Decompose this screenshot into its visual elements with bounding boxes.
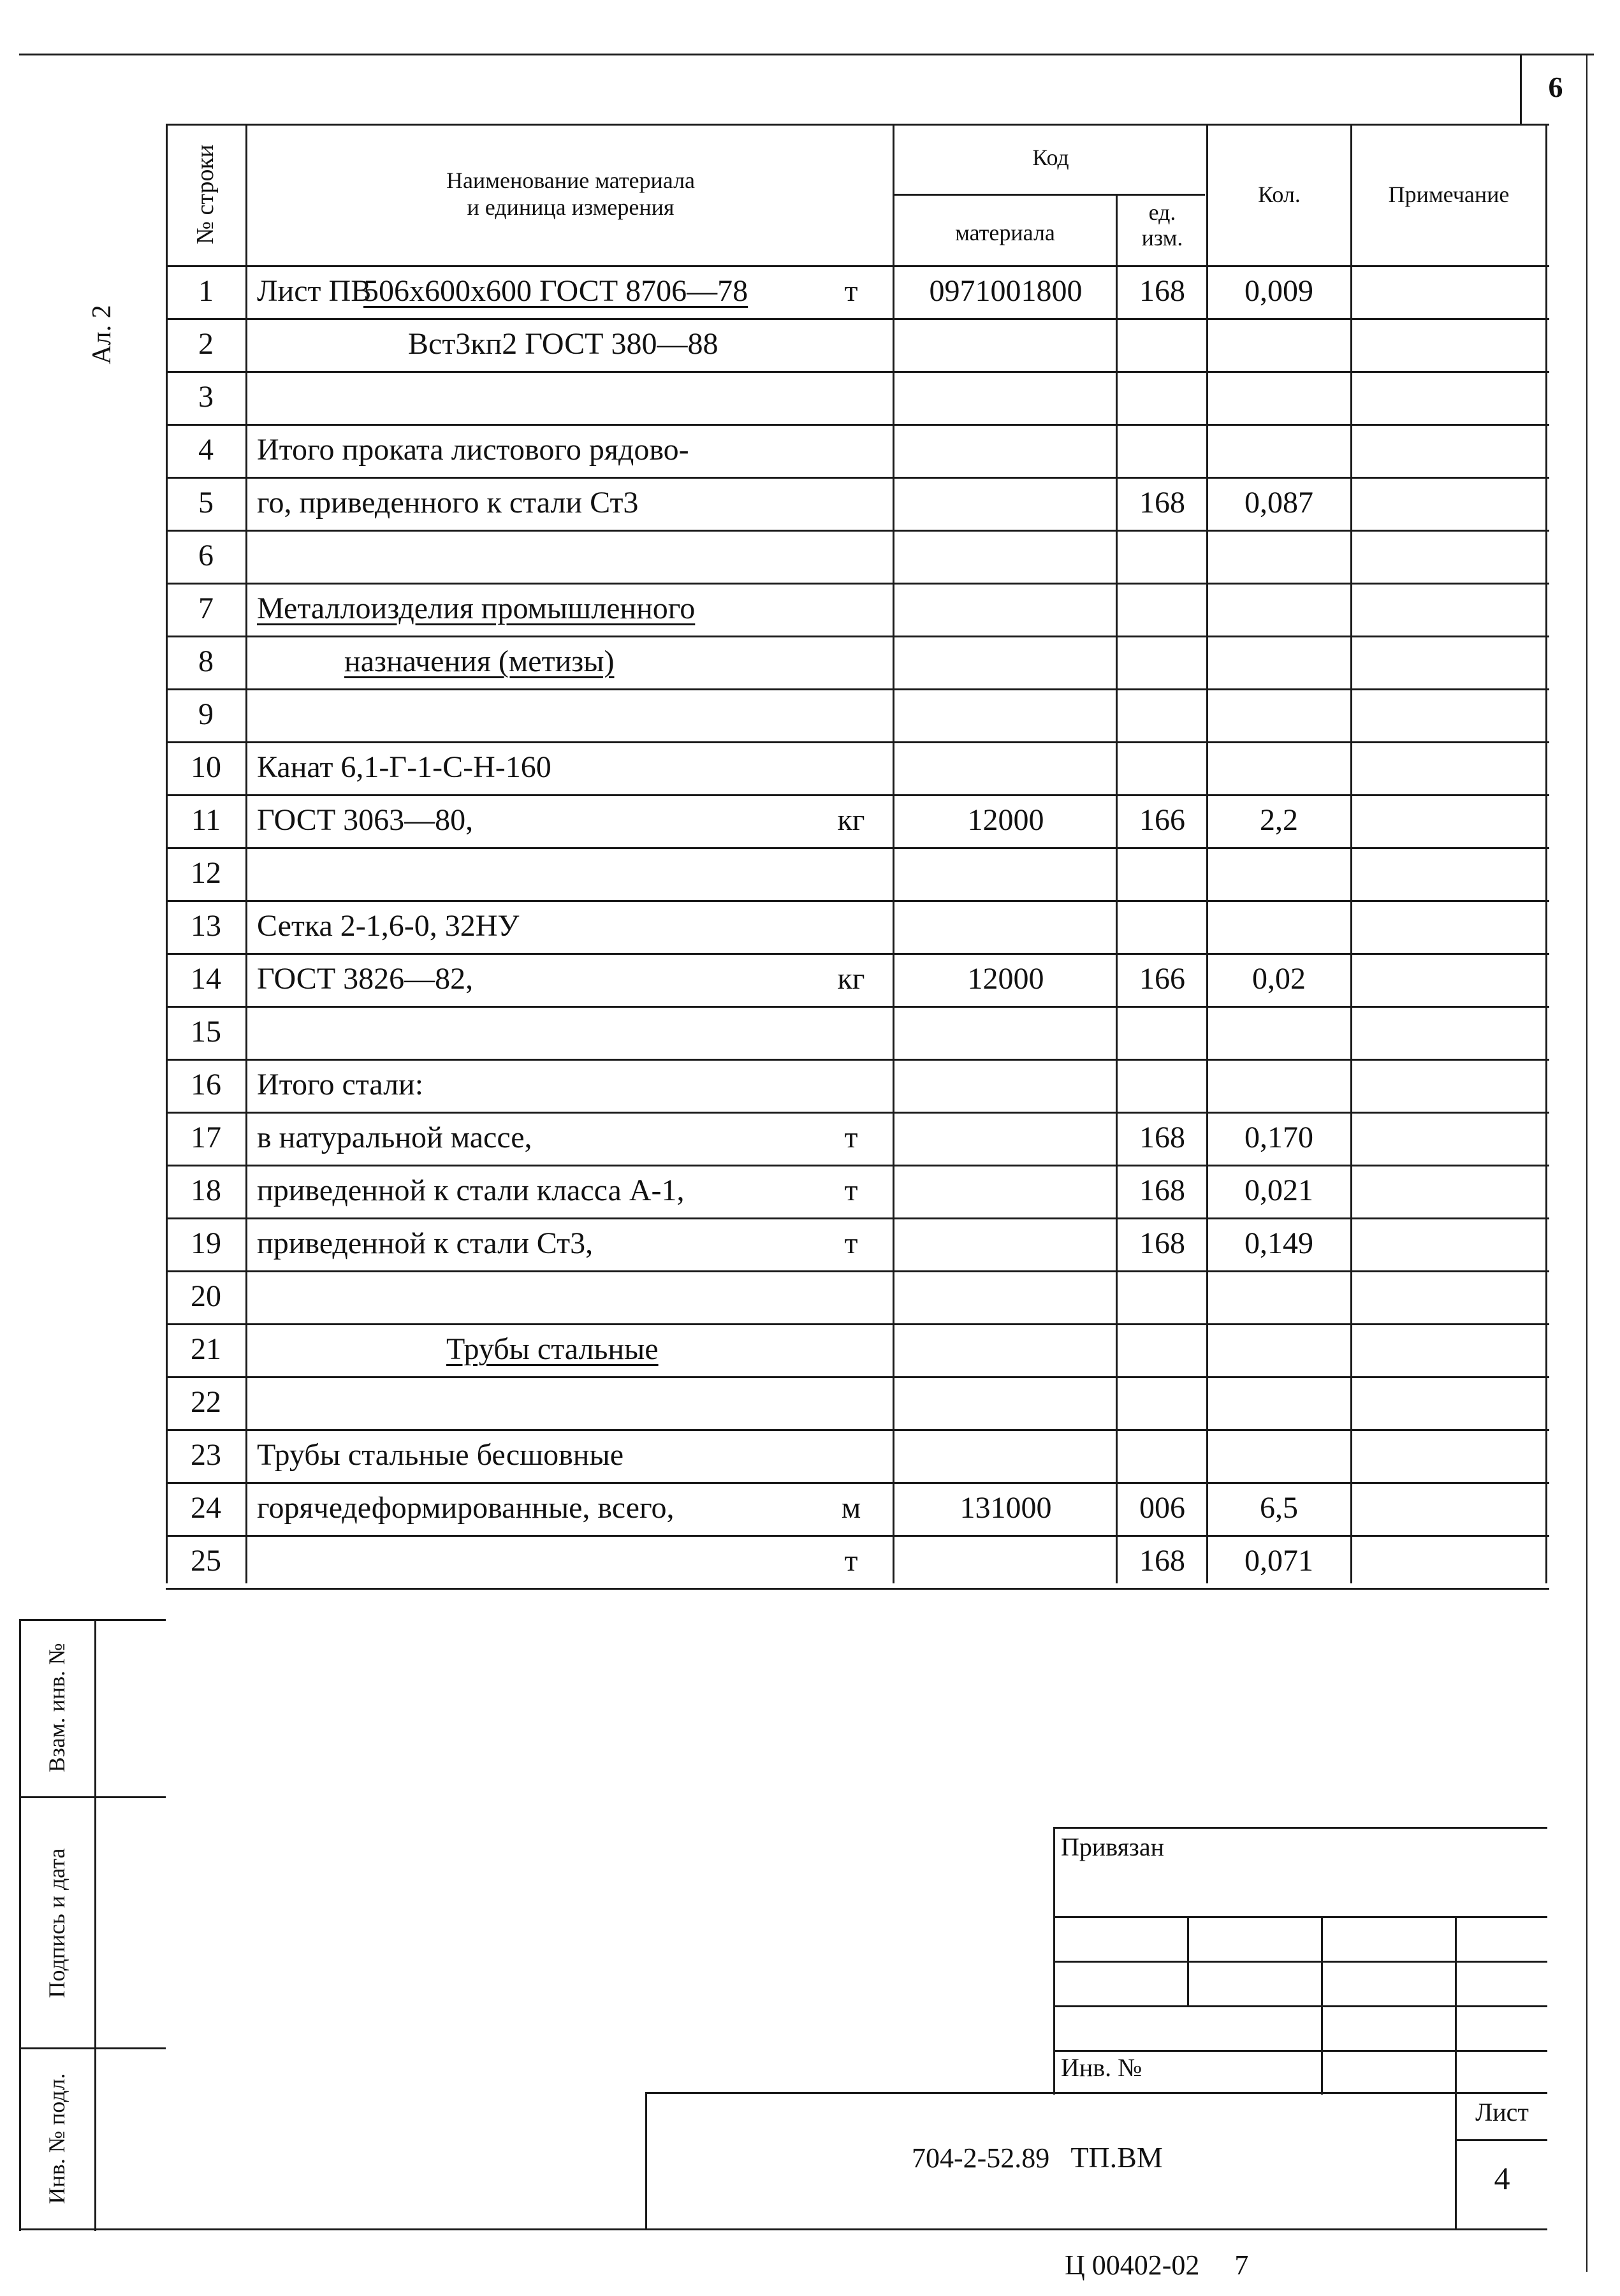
row-unit [822, 583, 880, 635]
row-unit-code: 168 [1139, 1226, 1185, 1260]
row-unit [822, 318, 880, 370]
row-number: 13 [191, 909, 221, 943]
stamp-list-number: 4 [1494, 2160, 1510, 2196]
row-unit-code [1118, 583, 1207, 635]
row-unit-code [1118, 847, 1207, 899]
row-number: 18 [191, 1173, 221, 1207]
row-number: 19 [191, 1226, 221, 1260]
row-unit-code [1118, 741, 1207, 794]
header-code: Код [1032, 145, 1069, 170]
header-name-line1: Наименование материала [446, 168, 696, 193]
row-code [896, 900, 1116, 952]
row-unit: кг [837, 803, 865, 837]
row-quantity [1209, 1323, 1349, 1376]
row-unit-code: 166 [1139, 803, 1185, 837]
row-number: 20 [191, 1279, 221, 1313]
row-name: Лист ПВ [257, 274, 372, 308]
row-unit: т [844, 274, 858, 308]
row-quantity [1209, 688, 1349, 741]
header-name-line2: и единица измерения [467, 194, 675, 220]
row-line [166, 1588, 1549, 1590]
side-column-divider [94, 1619, 96, 2231]
row-unit [822, 1059, 880, 1111]
row-unit-code [1118, 424, 1207, 476]
row-quantity: 0,021 [1244, 1173, 1313, 1207]
row-number: 9 [198, 697, 214, 731]
row-quantity: 0,087 [1244, 486, 1313, 520]
row-quantity [1209, 636, 1349, 688]
row-name: Трубы стальные [446, 1332, 659, 1366]
row-unit: м [841, 1491, 861, 1525]
row-unit: т [844, 1544, 858, 1578]
row-number: 1 [198, 274, 214, 308]
row-quantity [1209, 530, 1349, 582]
row-number: 14 [191, 962, 221, 996]
row-number: 17 [191, 1121, 221, 1154]
row-code [896, 847, 1116, 899]
page-bottom-border [19, 2228, 1547, 2230]
row-unit-code [1118, 636, 1207, 688]
row-code [896, 1112, 1116, 1164]
row-quantity [1209, 1376, 1349, 1428]
row-name-underlined: 506х600х600 ГОСТ 8706—78 [363, 274, 748, 308]
row-unit [822, 371, 880, 423]
side-divider-2 [19, 2047, 166, 2049]
row-number: 16 [191, 1068, 221, 1101]
stamp-top [1053, 1827, 1547, 1829]
row-unit: т [844, 1121, 858, 1154]
row-number: 5 [198, 486, 214, 520]
row-number: 21 [191, 1332, 221, 1366]
row-unit-code [1118, 1006, 1207, 1058]
header-unit-line2: изм. [1141, 225, 1183, 251]
row-code [896, 318, 1116, 370]
row-name: ГОСТ 3826—82, [257, 962, 474, 996]
stamp-row-3 [1053, 2005, 1547, 2007]
row-code [896, 636, 1116, 688]
row-code [896, 424, 1116, 476]
row-unit-code: 166 [1139, 962, 1185, 996]
row-code: 12000 [967, 962, 1044, 996]
header-unit-line1: ед. [1148, 200, 1176, 225]
row-unit-code: 168 [1139, 1121, 1185, 1154]
row-quantity [1209, 424, 1349, 476]
row-unit: т [844, 1226, 858, 1260]
row-unit [822, 477, 880, 529]
row-name: го, приведенного к стали Ст3 [257, 486, 639, 520]
row-unit-code [1118, 1323, 1207, 1376]
row-quantity: 0,170 [1244, 1121, 1313, 1154]
table-top [166, 124, 1549, 126]
row-quantity: 0,071 [1244, 1544, 1313, 1578]
row-code [896, 530, 1116, 582]
row-name: Вст3кп2 ГОСТ 380—88 [408, 327, 719, 361]
side-label-inv-podl: Инв. № подл. [44, 2073, 69, 2204]
doc-code-suffix: ТП.ВМ [1070, 2141, 1163, 2174]
row-quantity [1209, 1270, 1349, 1323]
row-number: 22 [191, 1385, 221, 1419]
stamp-col-2 [1321, 1916, 1323, 2095]
doc-code-number: 704-2-52.89 [912, 2142, 1050, 2174]
row-code [896, 1217, 1116, 1270]
row-unit [822, 688, 880, 741]
row-number: 10 [191, 750, 221, 784]
row-quantity [1209, 847, 1349, 899]
col-code-left [893, 124, 894, 1583]
stamp-row-2 [1053, 1961, 1547, 1963]
al-label: Ал. 2 [87, 305, 117, 365]
row-number: 12 [191, 856, 221, 890]
row-name: ГОСТ 3063—80, [257, 803, 474, 837]
page-number-box-left [1520, 54, 1522, 125]
row-quantity [1209, 1429, 1349, 1481]
row-code [896, 1165, 1116, 1217]
right-edge-mark [1586, 54, 1587, 2272]
row-code [896, 1535, 1116, 1587]
row-number: 15 [191, 1015, 221, 1049]
row-unit [822, 1323, 880, 1376]
top-border [19, 54, 1594, 55]
side-label-podpis: Подпись и дата [44, 1848, 69, 1998]
row-unit [822, 424, 880, 476]
row-unit [822, 1429, 880, 1481]
row-name: Итого проката листового рядово- [257, 433, 689, 467]
row-number: 6 [198, 539, 214, 572]
row-code: 12000 [967, 803, 1044, 837]
row-unit [822, 900, 880, 952]
row-unit-code: 168 [1139, 274, 1185, 308]
row-unit: т [844, 1173, 858, 1207]
row-name: приведенной к стали Ст3, [257, 1226, 594, 1260]
header-qty: Кол. [1258, 182, 1301, 207]
row-unit [822, 741, 880, 794]
row-unit-code: 168 [1139, 1173, 1185, 1207]
row-quantity [1209, 1059, 1349, 1111]
col-name-left [245, 124, 247, 1583]
row-unit-code: 006 [1139, 1491, 1185, 1525]
row-code [896, 1059, 1116, 1111]
row-number: 8 [198, 644, 214, 678]
row-number: 3 [198, 380, 214, 414]
row-unit [822, 847, 880, 899]
row-name: Металлоизделия промышленного [257, 592, 696, 625]
row-name: Трубы стальные бесшовные [257, 1438, 624, 1472]
row-code [896, 1376, 1116, 1428]
row-code [896, 371, 1116, 423]
row-unit [822, 1376, 880, 1428]
row-name: приведенной к стали класса А-1, [257, 1173, 685, 1207]
row-code [896, 1429, 1116, 1481]
row-code [896, 1270, 1116, 1323]
row-unit-code [1118, 688, 1207, 741]
col-note-left [1350, 124, 1352, 1583]
row-unit [822, 1270, 880, 1323]
row-unit [822, 636, 880, 688]
row-unit-code [1118, 1270, 1207, 1323]
row-name: назначения (метизы) [344, 644, 615, 678]
list-box-divider [1455, 2139, 1547, 2141]
row-name: Итого стали: [257, 1068, 424, 1101]
title-block-left [645, 2092, 647, 2230]
title-block-top [645, 2092, 1547, 2094]
stamp-inv-no: Инв. № [1061, 2053, 1142, 2082]
row-unit [822, 1006, 880, 1058]
row-quantity: 2,2 [1260, 803, 1298, 837]
row-quantity: 0,02 [1252, 962, 1306, 996]
row-code [896, 477, 1116, 529]
row-number: 4 [198, 433, 214, 467]
row-name: в натуральной массе, [257, 1121, 532, 1154]
row-quantity: 6,5 [1260, 1491, 1298, 1525]
col-right [1545, 124, 1547, 1583]
row-quantity: 0,009 [1244, 274, 1313, 308]
row-unit-code [1118, 318, 1207, 370]
row-number: 23 [191, 1438, 221, 1472]
row-unit-code: 168 [1139, 486, 1185, 520]
row-unit-code [1118, 530, 1207, 582]
code-subheader-line [893, 194, 1205, 196]
row-name: Канат 6,1-Г-1-С-Н-160 [257, 750, 551, 784]
row-quantity [1209, 318, 1349, 370]
row-number: 2 [198, 327, 214, 361]
stamp-row-4 [1053, 2050, 1547, 2052]
stamp-col-1 [1187, 1916, 1189, 2005]
row-code [896, 1323, 1116, 1376]
row-number: 7 [198, 592, 214, 625]
row-unit-code [1118, 1429, 1207, 1481]
row-number: 24 [191, 1491, 221, 1525]
row-code [896, 583, 1116, 635]
row-number: 25 [191, 1544, 221, 1578]
page-number: 6 [1548, 71, 1563, 103]
row-unit [822, 530, 880, 582]
row-code [896, 741, 1116, 794]
row-code [896, 1006, 1116, 1058]
header-row-no: № строки [192, 144, 219, 245]
row-name: горячедеформированные, всего, [257, 1491, 675, 1525]
header-material: материала [955, 220, 1055, 245]
footer-code: Ц 00402-02 7 [1065, 2249, 1249, 2281]
side-label-vzam: Взам. инв. № [44, 1643, 69, 1773]
row-code: 131000 [960, 1491, 1052, 1525]
row-quantity [1209, 1006, 1349, 1058]
row-name: Сетка 2-1,6-0, 32НУ [257, 909, 520, 943]
row-code [896, 688, 1116, 741]
row-unit: кг [837, 962, 865, 996]
stamp-doc-code [912, 2140, 1163, 2174]
row-quantity [1209, 900, 1349, 952]
row-quantity [1209, 583, 1349, 635]
stamp-row-1 [1053, 1916, 1547, 1918]
row-unit-code [1118, 1376, 1207, 1428]
row-unit-code: 168 [1139, 1544, 1185, 1578]
row-code: 0971001800 [929, 274, 1083, 308]
row-quantity [1209, 371, 1349, 423]
header-note: Примечание [1388, 182, 1510, 207]
stamp-list-label: Лист [1475, 2098, 1529, 2126]
row-quantity: 0,149 [1244, 1226, 1313, 1260]
row-quantity [1209, 741, 1349, 794]
stamp-privyazan: Привязан [1061, 1833, 1165, 1861]
row-unit-code [1118, 371, 1207, 423]
row-number: 11 [191, 803, 221, 837]
row-unit-code [1118, 900, 1207, 952]
lower-frame-left [19, 1619, 21, 2231]
row-unit-code [1118, 1059, 1207, 1111]
